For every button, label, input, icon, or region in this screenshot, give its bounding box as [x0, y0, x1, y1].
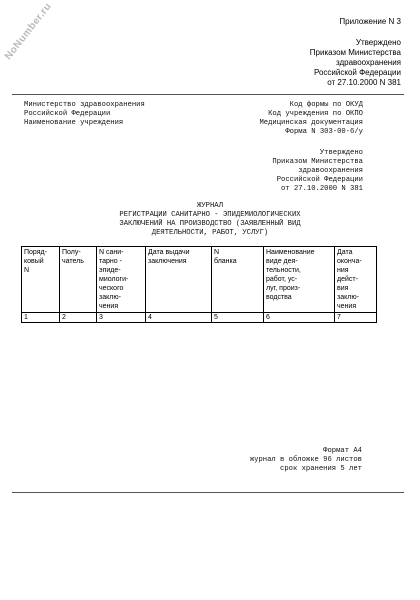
column-header: [335, 247, 377, 313]
column-header-line: Полу-: [62, 249, 81, 256]
column-header-line: луг, произ-: [266, 285, 301, 292]
column-header-line: заключения: [148, 258, 187, 265]
approval-line: Российской Федерации: [314, 68, 401, 77]
column-header: [264, 247, 335, 313]
footer-line: Формат А4: [323, 447, 362, 455]
approval-line: Приказом Министерства: [309, 48, 401, 57]
column-header-line: водства: [266, 294, 292, 301]
ministry-header: [24, 101, 145, 128]
form-approval-block: [272, 149, 363, 194]
approval-line: Утверждено: [355, 38, 401, 47]
column-header: [22, 247, 60, 313]
column-number: 4: [146, 313, 212, 323]
header-line: Код учреждения по ОКПО: [268, 110, 363, 118]
column-number: 2: [60, 313, 97, 323]
column-header-line: ковый: [24, 258, 44, 265]
top-divider: [12, 94, 404, 95]
footer-line: журнал в обложке 96 листов: [249, 456, 362, 464]
bottom-divider: [12, 492, 404, 493]
column-header-line: оконча-: [337, 258, 362, 265]
column-number: 1: [22, 313, 60, 323]
column-header-line: чения: [99, 303, 119, 310]
title-line: ДЕЯТЕЛЬНОСТИ, РАБОТ, УСЛУГ): [151, 229, 269, 237]
column-header-line: заклю-: [337, 294, 359, 301]
table-header-row: [22, 247, 377, 313]
column-header: [146, 247, 212, 313]
column-header-line: вия: [337, 285, 349, 292]
form-footer: [250, 447, 362, 474]
journal-table: [21, 246, 377, 323]
column-header-line: миологи-: [99, 276, 129, 283]
header-line: Министерство здравоохранения: [24, 101, 145, 109]
column-header: [60, 247, 97, 313]
approval-line: здравоохранения: [298, 167, 363, 175]
column-header-line: N: [24, 267, 30, 274]
column-header-line: дейст-: [337, 276, 358, 283]
table-row: [22, 313, 377, 323]
column-header-line: работ, ус-: [266, 276, 298, 283]
column-header-line: Дата: [337, 249, 353, 256]
column-header-line: чения: [337, 303, 357, 310]
approval-line: от 27.10.2000 N 381: [281, 185, 363, 193]
journal-title: [60, 202, 360, 238]
header-line: Код формы по ОКУД: [289, 101, 363, 109]
header-line: Российской Федерации: [24, 110, 111, 118]
approval-line: здравоохранения: [335, 58, 401, 67]
column-header-line: Наименование: [266, 249, 315, 256]
header-line: Медицинская документация: [259, 119, 363, 127]
column-number: 6: [264, 313, 335, 323]
column-header: [97, 247, 146, 313]
column-header-line: Дата выдачи: [148, 249, 190, 256]
approval-line: Утверждено: [319, 149, 363, 157]
title-line: ЗАКЛЮЧЕНИЙ НА ПРОИЗВОДСТВО (ЗАЯВЛЕННЫЙ ВИД: [119, 220, 301, 228]
footer-line: срок хранения 5 лет: [280, 465, 362, 473]
header-line: Наименование учреждения: [24, 119, 124, 127]
approval-line: Приказом Министерства: [272, 158, 363, 166]
column-header-line: N: [214, 249, 220, 256]
column-header-line: заклю-: [99, 294, 121, 301]
column-header-line: тарно -: [99, 258, 122, 265]
column-header-line: виде дея-: [266, 258, 298, 265]
column-number: 5: [212, 313, 264, 323]
title-line: РЕГИСТРАЦИИ САНИТАРНО - ЭПИДЕМИОЛОГИЧЕСКИХ: [119, 211, 301, 219]
column-header: [212, 247, 264, 313]
header-line: Форма N 303-00-6/у: [285, 128, 363, 136]
column-header-line: бланка: [214, 258, 237, 265]
title-line: ЖУРНАЛ: [197, 202, 223, 210]
column-header-line: эпиде-: [99, 267, 121, 274]
approval-line: Российской Федерации: [276, 176, 363, 184]
appendix-label: Приложение N 3: [339, 17, 401, 26]
approval-line: от 27.10.2000 N 381: [327, 78, 401, 87]
column-header-line: чатель: [62, 258, 84, 265]
column-number: 3: [97, 313, 146, 323]
column-number: 7: [335, 313, 377, 323]
column-header-line: Поряд-: [24, 249, 47, 256]
column-header-line: тельности,: [266, 267, 301, 274]
column-header-line: ческого: [99, 285, 124, 292]
column-header-line: N сани-: [99, 249, 124, 256]
form-codes-header: [259, 101, 363, 137]
top-approval-block: [310, 38, 401, 88]
watermark: NoNumber.ru: [2, 0, 54, 63]
column-header-line: ния: [337, 267, 349, 274]
